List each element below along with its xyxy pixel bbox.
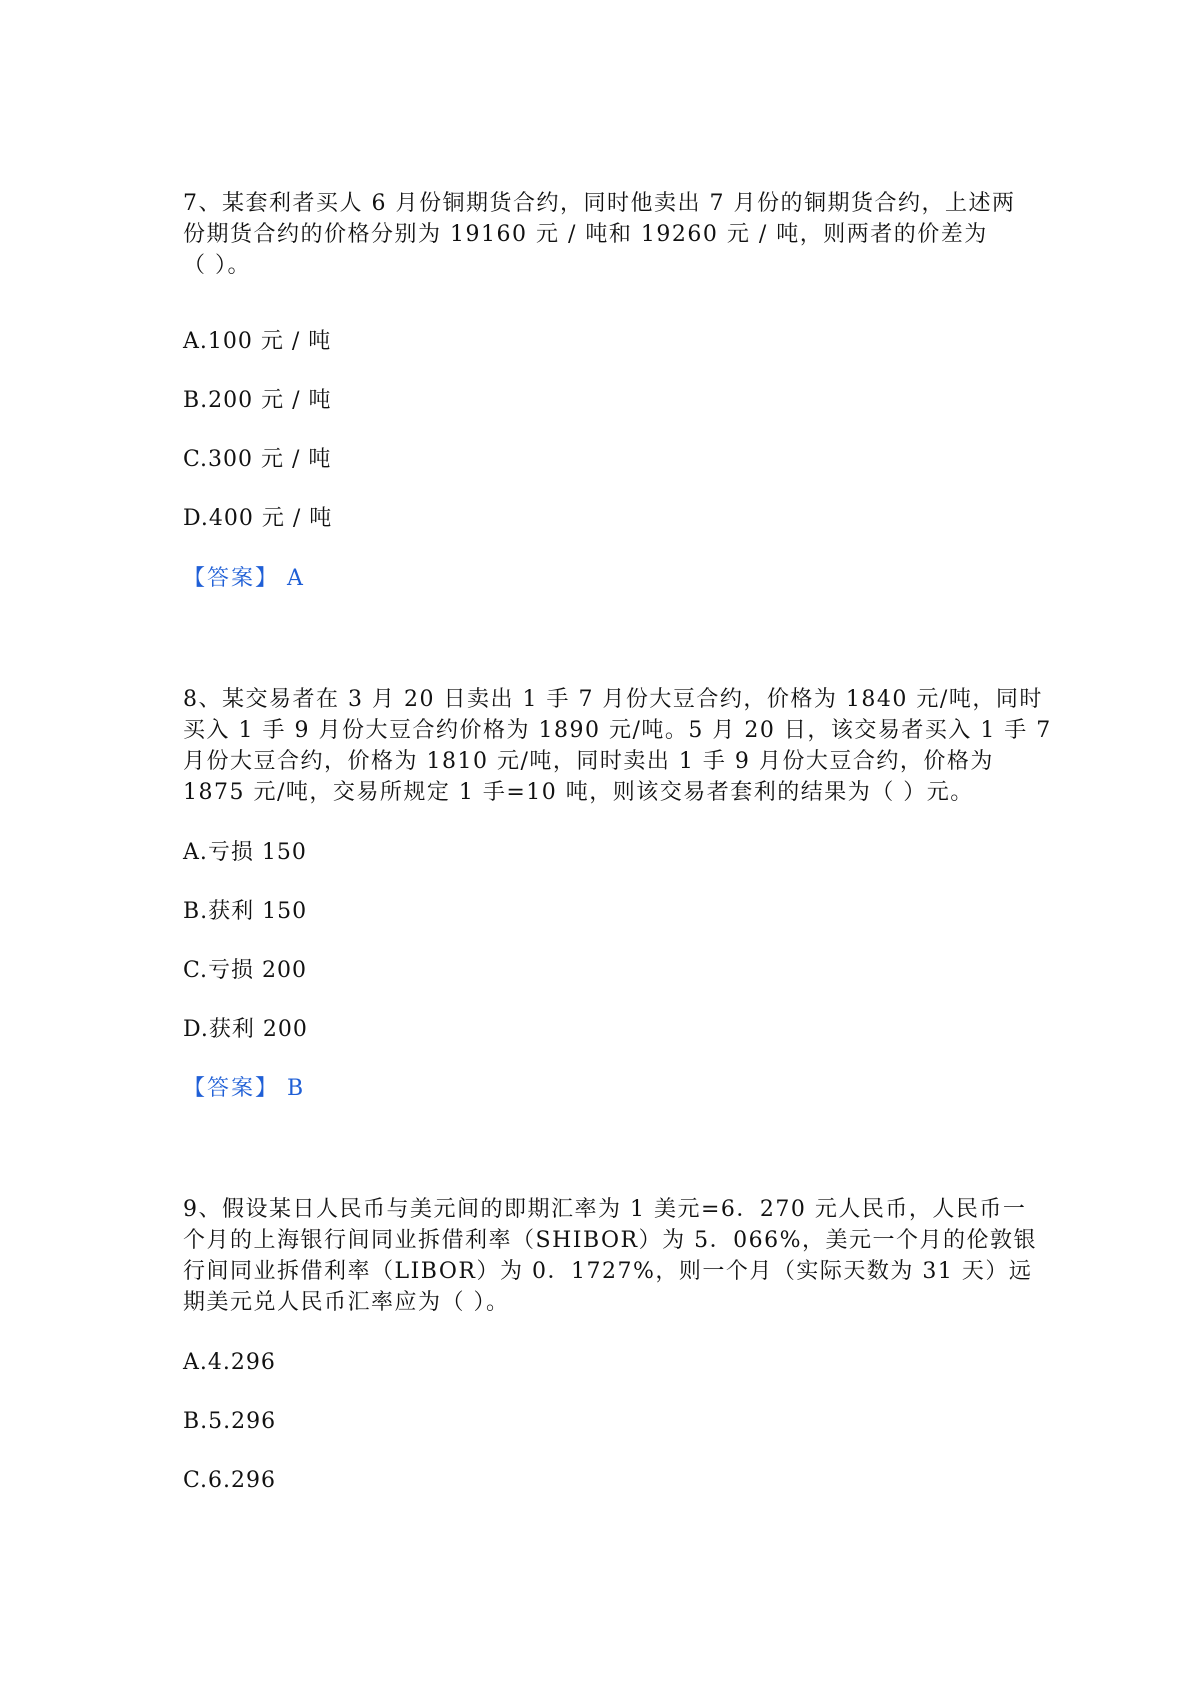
question-9-option-b: B.5.296 [183, 1409, 277, 1434]
question-9-option-c: C.6.296 [183, 1468, 277, 1493]
question-8-answer [183, 1073, 303, 1104]
question-8-line-2: 买入 1 手 9 月份大豆合约价格为 1890 元/吨。5 月 20 日，该交易者买入 1 手 7 [183, 718, 1052, 743]
answer-value: B [287, 1076, 304, 1101]
answer-label: 【答案】 [183, 1076, 280, 1101]
question-8-option-c: C.亏损 200 [183, 958, 308, 983]
question-7-line-1: 7、某套利者买人 6 月份铜期货合约，同时他卖出 7 月份的铜期货合约，上述两 [183, 191, 1016, 216]
question-8-option-b: B.获利 150 [183, 899, 308, 924]
question-9-line-3: 行间同业拆借利率（LIBOR）为 0．1727%，则一个月（实际天数为 31 天）远 [183, 1259, 1033, 1284]
question-9-line-4: 期美元兑人民币汇率应为（ ）。 [183, 1290, 510, 1315]
question-9-option-a: A.4.296 [183, 1350, 276, 1375]
question-9-line-1: 9、假设某日人民币与美元间的即期汇率为 1 美元=6．270 元人民币，人民币一 [183, 1197, 1027, 1222]
answer-label: 【答案】 [183, 566, 280, 591]
question-7-option-d: D.400 元 / 吨 [183, 506, 333, 531]
question-7-answer [183, 563, 303, 594]
question-8-line-4: 1875 元/吨，交易所规定 1 手=10 吨，则该交易者套利的结果为（ ）元。 [183, 780, 974, 805]
question-8-line-3: 月份大豆合约，价格为 1810 元/吨，同时卖出 1 手 9 月份大豆合约，价格为 [183, 749, 994, 774]
question-7-option-b: B.200 元 / 吨 [183, 388, 332, 413]
answer-value: A [287, 566, 303, 591]
question-8-option-a: A.亏损 150 [183, 840, 307, 865]
question-7-option-c: C.300 元 / 吨 [183, 447, 332, 472]
question-7-option-a: A.100 元 / 吨 [183, 329, 332, 354]
question-9-stem [183, 1194, 1043, 1318]
question-8-option-d: D.获利 200 [183, 1017, 308, 1042]
question-7-line-3: （ ）。 [183, 253, 251, 278]
question-8-stem [183, 684, 1052, 808]
question-9-line-2: 个月的上海银行间同业拆借利率（SHIBOR）为 5．066%，美元一个月的伦敦银 [183, 1228, 1038, 1253]
question-8-line-1: 8、某交易者在 3 月 20 日卖出 1 手 7 月份大豆合约，价格为 1840 元/吨，同时 [183, 687, 1043, 712]
question-7-stem [183, 188, 1043, 281]
question-7-line-2: 份期货合约的价格分别为 19160 元 / 吨和 19260 元 / 吨，则两者的价差为 [183, 222, 988, 247]
